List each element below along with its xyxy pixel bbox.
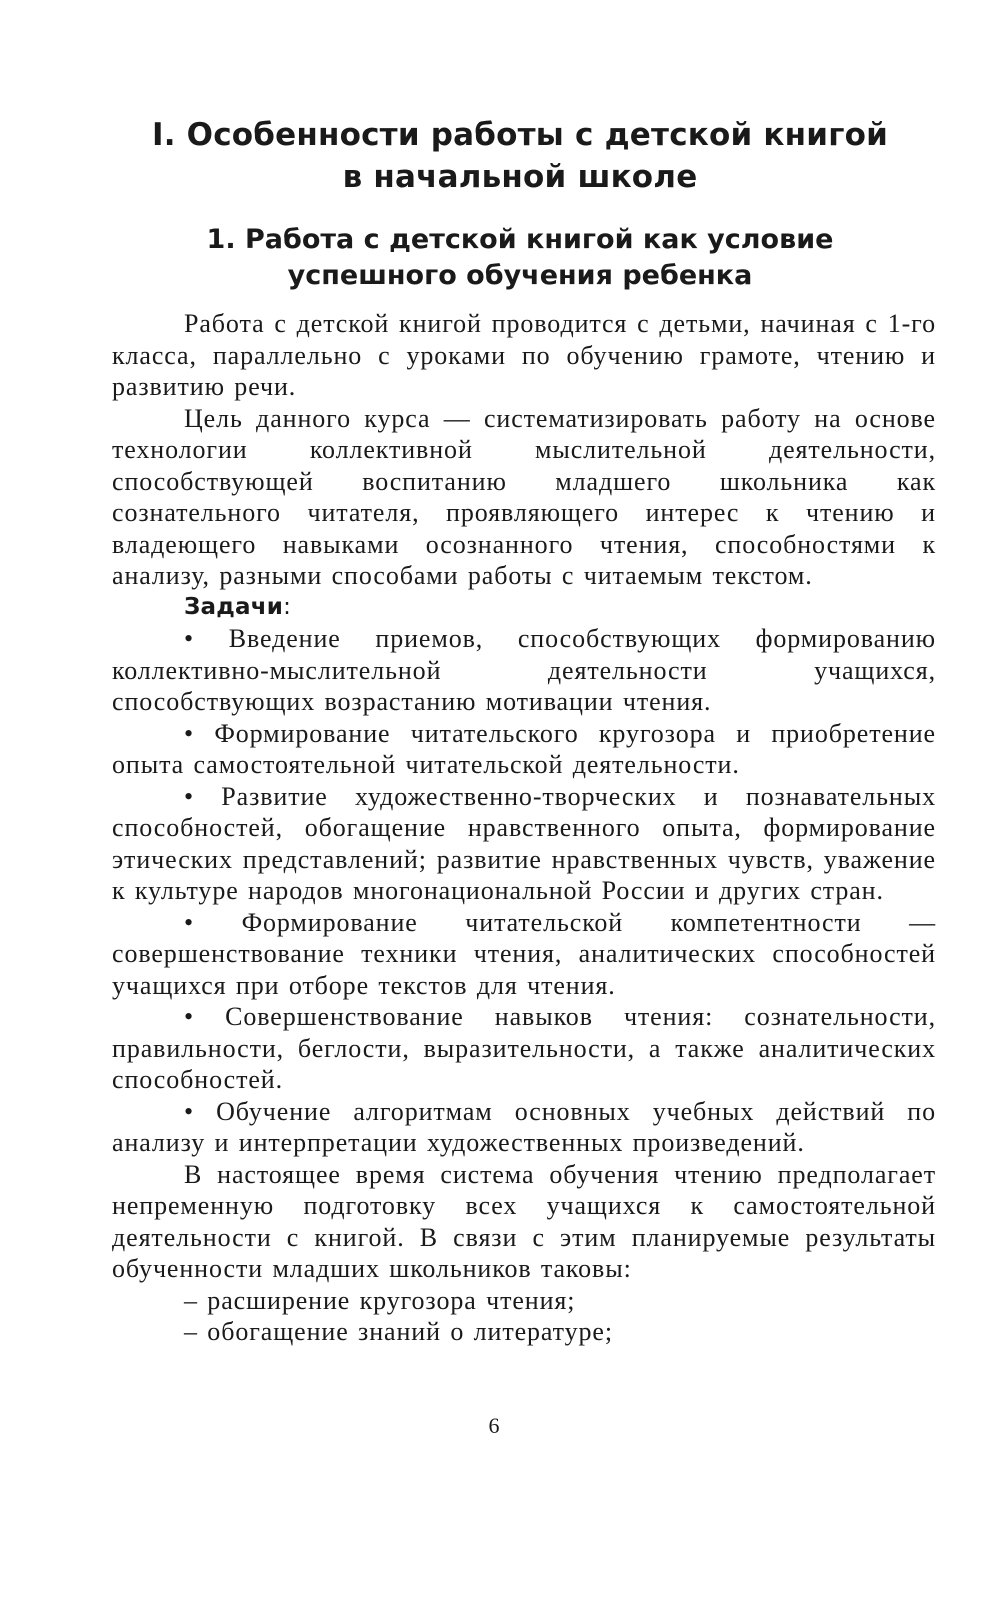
bullet-icon: • (184, 1002, 195, 1031)
task-bullet (112, 1096, 936, 1159)
tasks-label: Задачи (184, 593, 284, 620)
bullet-icon: • (184, 718, 195, 748)
task-text: Формирование читательского кругозора и приобретение опыта самостоятельной читательской деятельности. (112, 718, 936, 779)
bullet-icon: • (184, 624, 195, 653)
result-item: – расширение кругозора чтения; (184, 1285, 576, 1315)
body-text (112, 308, 936, 1348)
paragraph-results: В настоящее время система обучения чтению предполагает непременную подготовку всех учащихся к самостоятельной деятельности с книгой. В связи с этим планируемые результаты обученности младших школьников таковы: (112, 1159, 936, 1283)
result-item: – обогащение знаний о литературе; (184, 1317, 613, 1346)
bullet-icon: • (184, 1096, 195, 1126)
task-bullet (112, 781, 936, 907)
tasks-heading (112, 592, 936, 624)
task-text: Формирование читательской компетентности — совершенствование техники чтения, аналитических способностей учащихся при отборе текстов для чтения. (112, 907, 936, 1000)
bullet-icon: • (184, 907, 195, 937)
page-number: 6 (488, 1413, 500, 1438)
task-bullet (112, 1001, 936, 1096)
task-bullet (112, 718, 936, 781)
task-text: Совершенствование навыков чтения: сознательности, правильности, беглости, выразительности, а также аналитических способностей. (112, 1002, 937, 1094)
task-text: Введение приемов, способствующих формированию коллективно-мыслительной деятельности учащихся, способствующих возрастанию мотивации чтения. (112, 624, 936, 716)
section-title: 1. Работа с детской книгой как условие успешного обучения ребенка (206, 224, 834, 291)
tasks-colon: : (283, 593, 292, 620)
bullet-icon: • (184, 781, 195, 811)
task-text: Обучение алгоритмам основных учебных действий по анализу и интерпретации художественных произведений. (112, 1096, 936, 1157)
paragraph-intro: Работа с детской книгой проводится с детьми, начиная с 1-го класса, параллельно с уроками по обучению грамоте, чтению и развитию речи. (112, 309, 936, 401)
task-bullet (112, 623, 936, 718)
chapter-title: I. Особенности работы с детской книгой в начальной школе (151, 117, 889, 195)
task-text: Развитие художественно-творческих и познавательных способностей, обогащение нравственного опыта, формирование этических представлений; развитие нравственных чувств, уважение к культуре народов многонациональной России и других стран. (112, 781, 936, 905)
paragraph-goal: Цель данного курса — систематизировать работу на основе технологии коллективной мыслительной деятельности, способствующей воспитанию младшего школьника как сознательного читателя, проявляющего интерес к чтению и владеющего навыками осознанного чтения, способностями к анализу, разными способами работы с читаемым текстом. (112, 403, 936, 590)
task-bullet (112, 907, 936, 1002)
